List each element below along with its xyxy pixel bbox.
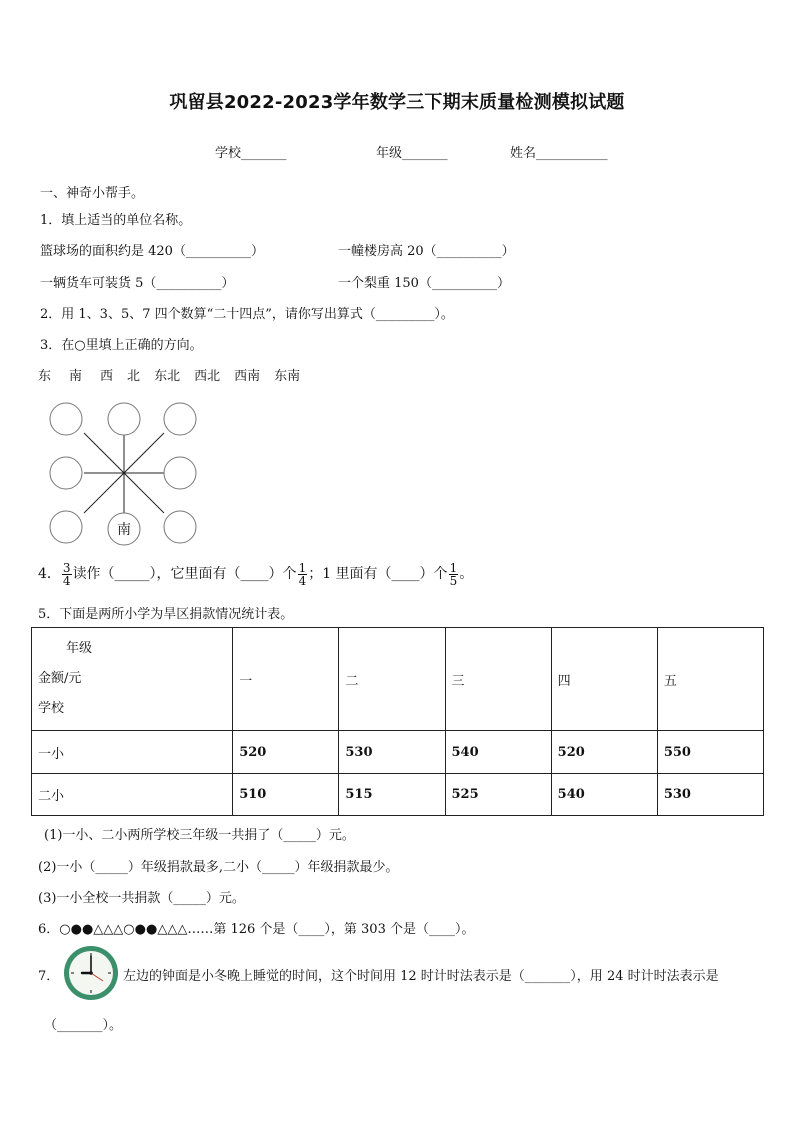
direction-word: 北 [127,369,141,384]
column-header: 三 [445,628,551,731]
fraction-1-5: $\frac{1}{5}$ [449,560,458,588]
column-header: 二 [339,628,445,731]
direction-circle [50,403,82,435]
value-cell: 515 [339,774,445,816]
question-4: 4． $\frac{3}{4}$ 读作（_____），它里面有（____）个 $\frac{1}{4}$ ；1 里面有（____）个 $\frac{1}{5}$ 。 [38,560,474,588]
table-row [32,731,764,774]
value-cell: 540 [551,774,657,816]
direction-circle [164,511,196,543]
clock-icon [62,944,120,1002]
section-heading: 一、神奇小帮手。 [40,186,145,201]
direction-diagram [40,395,210,555]
school-cell: 二小 [32,774,233,816]
question-1-item: 一个梨重 150（__________） [338,276,510,291]
question-1-item: 篮球场的面积约是 420（__________） [40,244,264,259]
direction-word: 西北 [194,369,221,384]
page-title: 巩留县2022-2023学年数学三下期末质量检测模拟试题 [169,92,625,113]
question-5-sub1: (1)一小、二小两所学校三年级一共捐了（_____）元。 [44,828,355,843]
question-5: 5．下面是两所小学为旱区捐款情况统计表。 [38,607,294,622]
value-cell: 510 [233,774,339,816]
question-1-item: 一幢楼房高 20（__________） [338,244,515,259]
question-2: 2．用 1、3、5、7 四个数算“二十四点”，请你写出算式（_________）。 [40,307,454,322]
direction-circle [50,511,82,543]
column-header: 五 [657,628,763,731]
donation-table [31,627,764,816]
name-field: 姓名___________ [510,146,608,161]
direction-word: 东南 [274,369,301,384]
direction-word: 南 [69,369,83,384]
south-label: 南 [117,522,131,538]
question-7: 左边的钟面是小冬晚上睡觉的时间，这个时间用 12 时计时法表示是（_______），用 24 时计时法表示是 [123,969,719,984]
question-7-cont: （_______）。 [44,1018,123,1033]
question-6: 6．○●●△△△○●●△△△……第 126 个是（____），第 303 个是（____）。 [38,922,475,937]
question-5-sub2: (2)一小（_____）年级捐款最多,二小（_____）年级捐款最少。 [38,860,399,875]
column-header: 四 [551,628,657,731]
direction-word: 西 [100,369,114,384]
direction-circle [108,403,140,435]
direction-circle [164,457,196,489]
value-cell: 530 [657,774,763,816]
school-field: 学校_______ [215,146,287,161]
table-header-row [32,628,764,731]
table-corner-header: 年级 金额/元 学校 [32,628,233,731]
question-3: 3．在○里填上正确的方向。 [40,338,203,353]
column-header: 一 [233,628,339,731]
value-cell: 530 [339,731,445,774]
direction-circle [50,457,82,489]
fraction-1-4: $\frac{1}{4}$ [298,560,307,588]
direction-word: 东北 [154,369,181,384]
value-cell: 525 [445,774,551,816]
direction-list [38,365,300,384]
direction-word: 东 [38,369,52,384]
direction-circle [164,403,196,435]
table-row [32,774,764,816]
fraction-3-4: $\frac{3}{4}$ [62,560,71,588]
value-cell: 520 [551,731,657,774]
question-1-item: 一辆货车可装货 5（__________） [40,276,235,291]
direction-word: 西南 [234,369,261,384]
value-cell: 540 [445,731,551,774]
value-cell: 520 [233,731,339,774]
question-5-sub3: (3)一小全校一共捐款（_____）元。 [38,891,245,906]
grade-field: 年级_______ [376,146,448,161]
value-cell: 550 [657,731,763,774]
question-1: 1．填上适当的单位名称。 [40,213,192,228]
school-cell: 一小 [32,731,233,774]
question-7-number: 7． [38,969,60,984]
